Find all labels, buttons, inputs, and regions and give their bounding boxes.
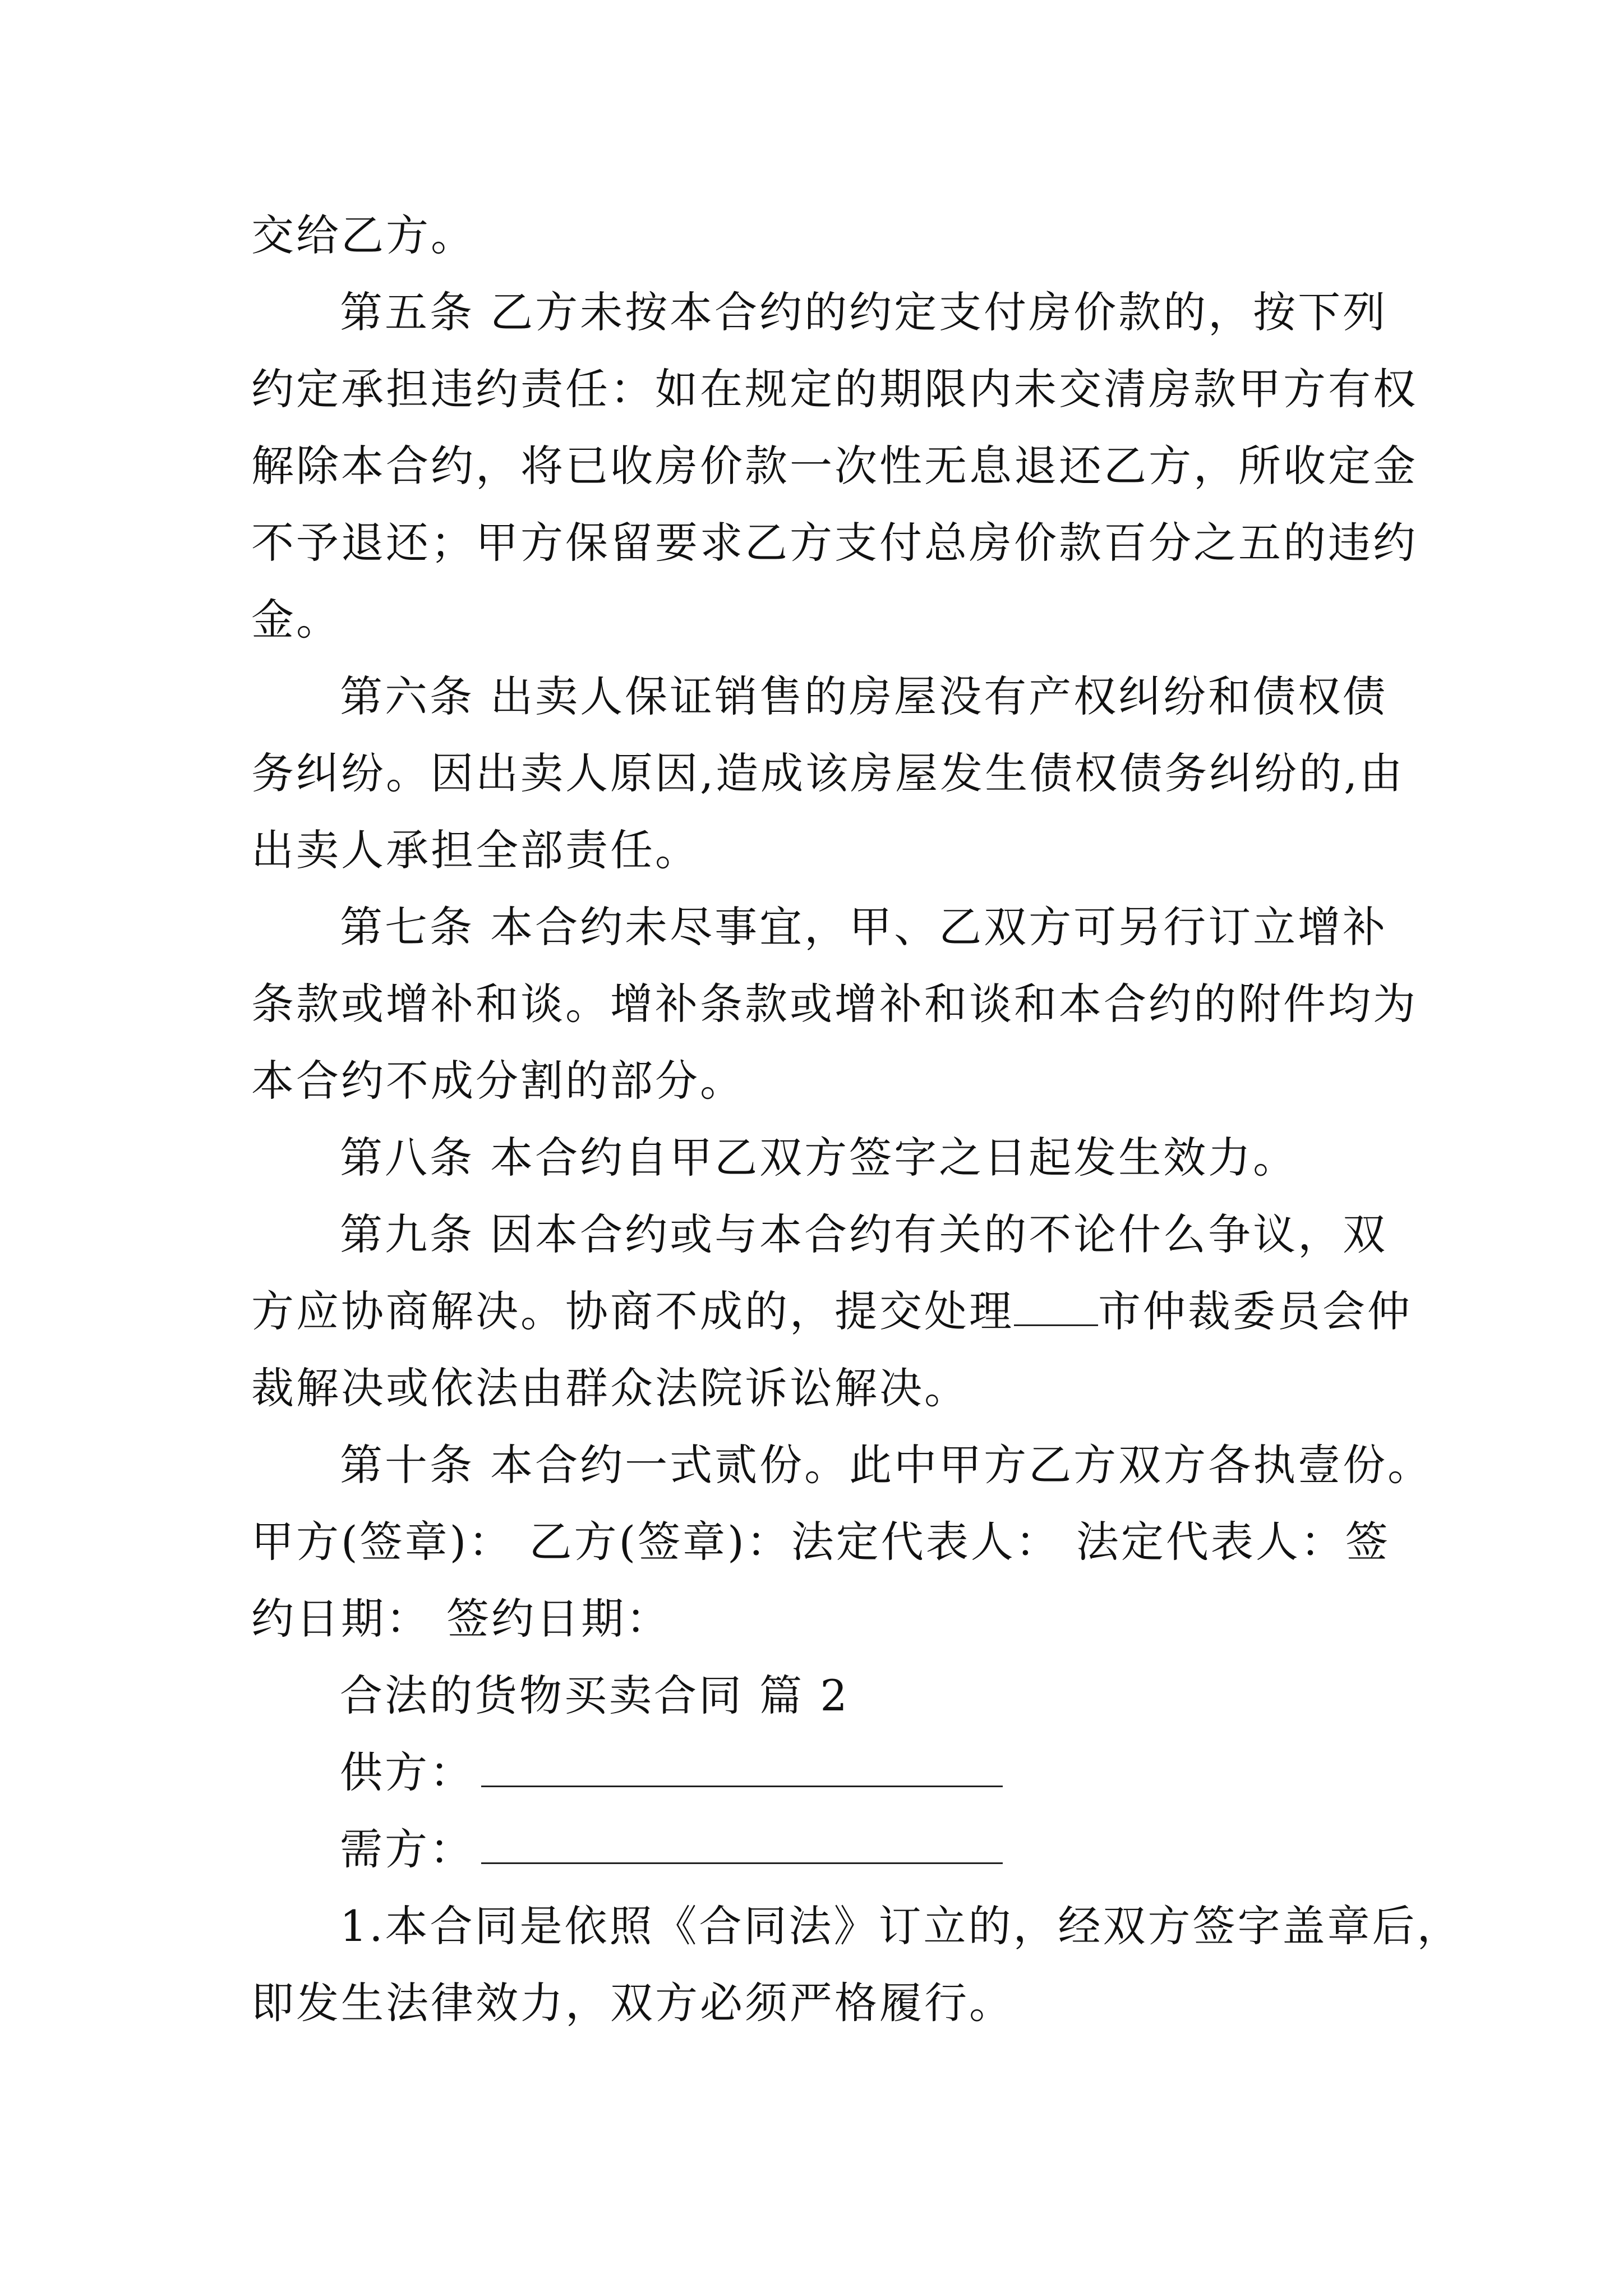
text-line: 金。: [251, 595, 341, 645]
text-line: 约定承担违约责任：如在规定的期限内未交清房款甲方有权: [251, 364, 1418, 414]
signature-line: 甲方(签章)： 乙方(签章)：法定代表人： 法定代表人：签: [251, 1517, 1390, 1567]
article-8-line: 第八条 本合约自甲乙双方签字之日起发生效力。: [340, 1133, 1298, 1182]
clause-1-line: 1.本合同是依照《合同法》订立的，经双方签字盖章后，: [340, 1901, 1462, 1951]
section-title: 合法的货物买卖合同 篇 2: [340, 1671, 850, 1720]
article-6-heading-line: 第六条 出卖人保证销售的房屋没有产权纠纷和债权债: [340, 671, 1388, 721]
text-line: 务纠纷。因出卖人原因,造成该房屋发生债权债务纠纷的,由: [251, 748, 1405, 798]
text-line: 本合约不成分割的部分。: [251, 1056, 745, 1106]
text-line: 裁解决或依法由群众法院诉讼解决。: [251, 1363, 969, 1413]
buyer-line: [340, 1816, 1003, 1883]
text-segment: 市仲裁委员会仲: [1098, 1286, 1412, 1336]
text-line: 即发生法律效力，双方必须严格履行。: [251, 1978, 1014, 2028]
text-line: 交给乙方。: [251, 210, 476, 260]
signing-date-line: 约日期： 签约日期：: [251, 1594, 671, 1644]
text-line: 不予退还；甲方保留要求乙方支付总房价款百分之五的违约: [251, 518, 1418, 568]
text-segment: 方应协商解决。协商不成的，提交处理: [251, 1286, 1014, 1336]
text-line: 解除本合约，将已收房价款一次性无息退还乙方，所收定金: [251, 441, 1418, 491]
text-line-with-blank: [251, 1278, 1412, 1345]
article-5-heading-line: 第五条 乙方未按本合约的约定支付房价款的，按下列: [340, 287, 1388, 337]
text-line: 条款或增补和谈。增补条款或增补和谈和本合约的附件均为: [251, 979, 1418, 1029]
article-7-heading-line: 第七条 本合约未尽事宜，甲、乙双方可另行订立增补: [340, 902, 1388, 952]
supplier-blank: [481, 1745, 1003, 1787]
supplier-line: [340, 1739, 1003, 1806]
city-blank: [1014, 1284, 1098, 1326]
buyer-blank: [481, 1822, 1003, 1864]
text-line: 出卖人承担全部责任。: [251, 825, 700, 875]
buyer-label: 需方：: [340, 1824, 474, 1874]
supplier-label: 供方：: [340, 1747, 474, 1797]
article-10-line: 第十条 本合约一式贰份。此中甲方乙方双方各执壹份。: [340, 1440, 1433, 1490]
article-9-heading-line: 第九条 因本合约或与本合约有关的不论什么争议，双: [340, 1209, 1388, 1259]
